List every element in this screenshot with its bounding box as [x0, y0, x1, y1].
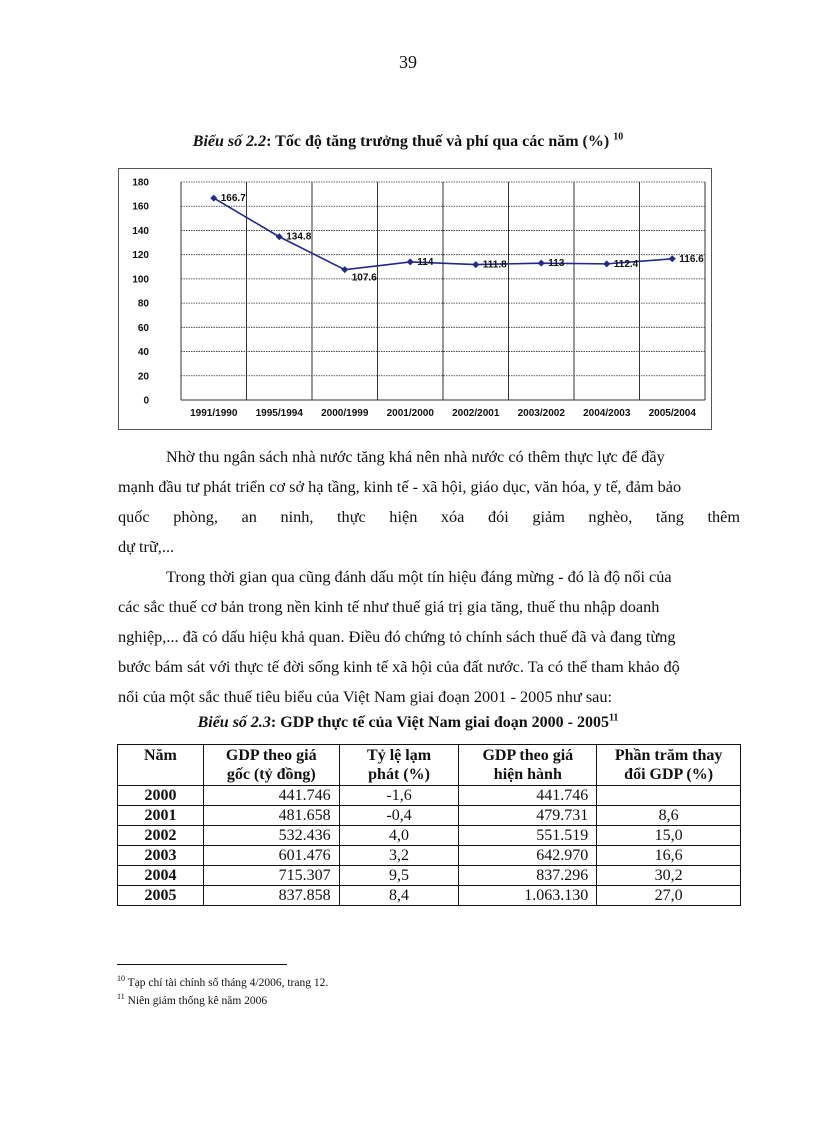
table-caption-label: Biểu số 2.3 — [197, 714, 271, 731]
cell-gdp-current: 551.519 — [459, 826, 597, 846]
y-tick-label: 80 — [137, 298, 149, 310]
cell-gdp-change — [597, 786, 741, 806]
cell-gdp-base: 441.746 — [203, 786, 339, 806]
table-caption-footnote-ref: 11 — [608, 712, 619, 724]
paragraph-2-line-2: các sắc thuế cơ bản trong nền kinh tế như thuế giá trị gia tăng, thuế thu nhập doanh — [118, 597, 660, 616]
y-tick-label: 120 — [132, 250, 149, 262]
table-header-row — [118, 745, 741, 786]
paragraph-1-line-1: Nhờ thu ngân sách nhà nước tăng khá nên nhà nước có thêm thực lực để đầy — [166, 447, 665, 466]
header-gdp-base: GDP theo giá gốc (tỷ đồng) — [203, 745, 339, 786]
chart-caption-footnote-ref: 10 — [613, 131, 624, 143]
page-number: 39 — [399, 52, 417, 72]
data-point — [276, 233, 283, 240]
paragraph-2-line-3: nghiệp,... đã có dấu hiệu khả quan. Điều đó chứng tỏ chính sách thuế đã và đang từng — [118, 627, 676, 646]
chart-frame — [118, 168, 712, 430]
paragraph-2-line-1: Trong thời gian qua cũng đánh dấu một tín hiệu đáng mừng - đó là độ nổi của — [166, 567, 672, 586]
x-tick-label: 1991/1990 — [190, 408, 238, 419]
cell-year: 2003 — [118, 846, 204, 866]
y-tick-label: 180 — [132, 177, 149, 189]
cell-inflation: 8,4 — [339, 886, 459, 906]
paragraph-2 — [118, 562, 740, 712]
table-row — [118, 786, 741, 806]
x-tick-label: 2005/2004 — [648, 408, 696, 419]
cell-year: 2002 — [118, 826, 204, 846]
header-year: Năm — [118, 745, 204, 786]
data-point — [472, 261, 479, 268]
y-tick-label: 140 — [132, 225, 149, 237]
cell-year: 2001 — [118, 806, 204, 826]
cell-gdp-change: 8,6 — [597, 806, 741, 826]
x-tick-label: 2003/2002 — [517, 408, 565, 419]
data-point — [538, 260, 545, 267]
paragraph-1-line-4: dự trữ,... — [118, 537, 175, 556]
x-tick-label: 2002/2001 — [452, 408, 500, 419]
gdp-table — [117, 744, 741, 906]
cell-year: 2000 — [118, 786, 204, 806]
cell-year: 2004 — [118, 866, 204, 886]
table-row — [118, 846, 741, 866]
cell-gdp-base: 601.476 — [203, 846, 339, 866]
footnote-divider — [117, 964, 287, 965]
growth-line-chart — [119, 169, 713, 431]
cell-gdp-current: 837.296 — [459, 866, 597, 886]
cell-gdp-change: 27,0 — [597, 886, 741, 906]
data-label: 113 — [548, 258, 565, 270]
data-label: 116.6 — [679, 253, 704, 265]
x-tick-label: 2001/2000 — [386, 408, 434, 419]
footnote-10: $^{10}$ Tạp chí tài chính số tháng 4/2006, trang 12. — [117, 974, 329, 989]
paragraph-2-line-5: nổi của một sắc thuế tiêu biểu của Việt Nam giai đoạn 2001 - 2005 như sau: — [118, 687, 613, 706]
cell-inflation: 9,5 — [339, 866, 459, 886]
header-gdp-current: GDP theo giá hiện hành — [459, 745, 597, 786]
data-point — [407, 258, 414, 265]
data-label: 107.6 — [351, 272, 377, 284]
cell-gdp-current: 441.746 — [459, 786, 597, 806]
table-caption — [0, 714, 816, 732]
table-row — [118, 826, 741, 846]
y-tick-label: 160 — [132, 201, 149, 213]
data-label: 166.7 — [220, 193, 246, 205]
data-point — [603, 260, 610, 267]
data-label: 114 — [417, 256, 434, 268]
table-row — [118, 806, 741, 826]
paragraph-1 — [118, 442, 740, 562]
cell-gdp-base: 481.658 — [203, 806, 339, 826]
paragraph-1-line-3: quốc phòng, an ninh, thực hiện xóa đói giảm nghèo, tăng thêm — [118, 507, 740, 526]
chart-caption — [0, 133, 816, 151]
paragraph-1-line-2: mạnh đầu tư phát triển cơ sở hạ tầng, kinh tế - xã hội, giáo dục, văn hóa, y tế, đảm bảo — [118, 477, 682, 496]
data-label: 134.8 — [286, 231, 312, 243]
table-caption-text: : GDP thực tế của Việt Nam giai đoạn 2000 - 2005 — [270, 714, 609, 731]
cell-gdp-current: 479.731 — [459, 806, 597, 826]
cell-gdp-change: 30,2 — [597, 866, 741, 886]
y-tick-label: 100 — [132, 274, 149, 286]
cell-gdp-change: 16,6 — [597, 846, 741, 866]
y-tick-label: 60 — [137, 322, 149, 334]
data-label: 112.4 — [613, 258, 639, 270]
data-point — [669, 255, 676, 262]
x-tick-label: 1995/1994 — [255, 408, 303, 419]
cell-gdp-base: 715.307 — [203, 866, 339, 886]
header-inflation: Tỷ lệ lạm phát (%) — [339, 745, 459, 786]
data-label: 111.8 — [482, 259, 507, 271]
table-row — [118, 866, 741, 886]
y-tick-label: 40 — [137, 347, 149, 359]
x-tick-label: 2000/1999 — [321, 408, 369, 419]
chart-caption-label: Biểu số 2.2 — [192, 133, 267, 150]
data-point — [210, 195, 217, 202]
footnote-11: $^{11}$ Niên giám thống kê năm 2006 — [117, 992, 268, 1007]
cell-gdp-current: 642.970 — [459, 846, 597, 866]
x-tick-label: 2004/2003 — [583, 408, 631, 419]
cell-year: 2005 — [118, 886, 204, 906]
paragraph-2-line-4: bước bám sát với thực tế đời sống kinh tế xã hội của đất nước. Ta có thể tham khảo độ — [118, 657, 680, 676]
cell-gdp-base: 532.436 — [203, 826, 339, 846]
cell-inflation: -0,4 — [339, 806, 459, 826]
cell-inflation: -1,6 — [339, 786, 459, 806]
data-point — [341, 266, 348, 273]
cell-gdp-change: 15,0 — [597, 826, 741, 846]
cell-gdp-base: 837.858 — [203, 886, 339, 906]
chart-caption-text: : Tốc độ tăng trưởng thuế và phí qua các năm (%) — [266, 133, 610, 150]
y-tick-label: 20 — [137, 371, 149, 383]
cell-gdp-current: 1.063.130 — [459, 886, 597, 906]
cell-inflation: 3,2 — [339, 846, 459, 866]
header-gdp-change: Phần trăm thay đổi GDP (%) — [597, 745, 741, 786]
table-row — [118, 886, 741, 906]
y-tick-label: 0 — [143, 395, 149, 407]
cell-inflation: 4,0 — [339, 826, 459, 846]
